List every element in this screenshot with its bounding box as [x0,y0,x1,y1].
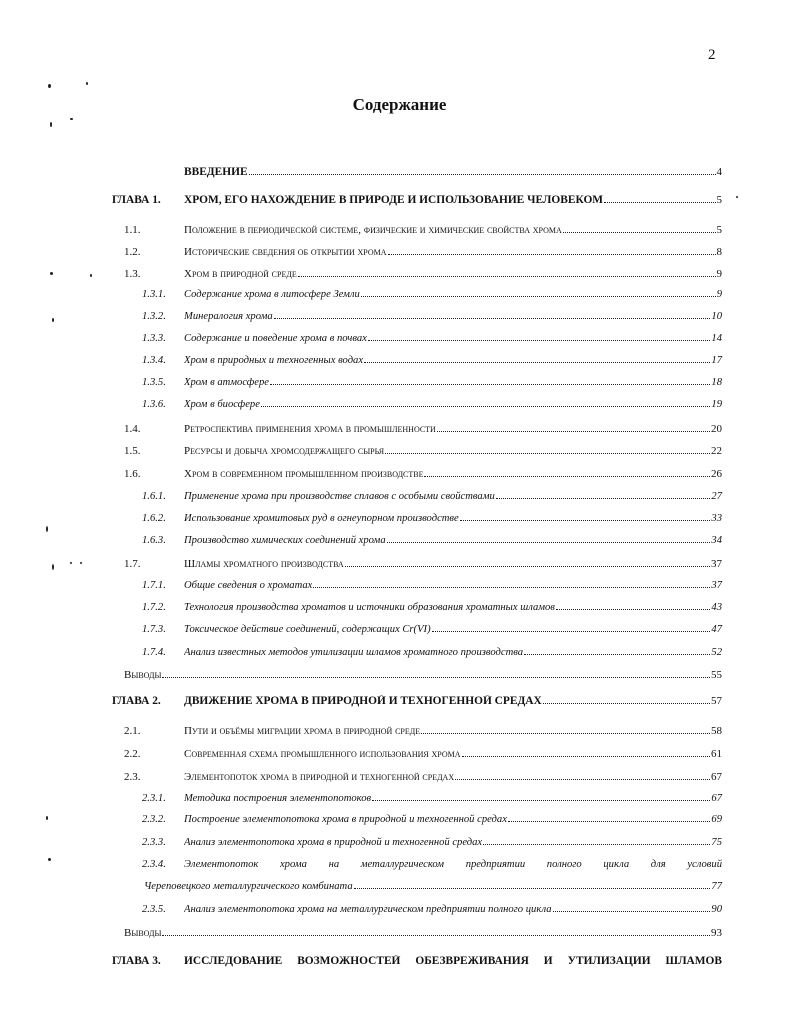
toc-leader-dots [364,362,710,363]
toc-leader-dots [437,431,710,432]
page-number: 2 [708,47,716,63]
toc-leader-dots [421,733,710,734]
toc-entry[interactable] [112,224,722,236]
toc-entry-number: 1.7. [124,558,141,570]
toc-leader-dots [372,800,710,801]
toc-entry-title: Содержание хрома в литосфере Земли [184,289,360,300]
toc-entry-title: ДВИЖЕНИЕ ХРОМА В ПРИРОДНОЙ И ТЕХНОГЕННОЙ СРЕДАХ [184,695,542,707]
toc-entry[interactable] [112,535,722,546]
toc-entry-number: 2.3. [124,771,141,783]
scan-speck [50,272,53,275]
toc-entry[interactable] [112,558,722,570]
toc-entry-title: Анализ известных методов утилизации шламов хроматного производства [184,647,524,658]
toc-entry[interactable] [112,647,722,658]
toc-entry-page: 18 [711,377,722,388]
toc-entry-number: 1.7.2. [142,602,166,613]
toc-entry-title: Анализ элементопотока хрома в природной и техногенной средах [184,837,483,848]
toc-entry-number: ГЛАВА 3. [112,955,161,967]
toc-entry-number: 1.5. [124,445,141,457]
toc-entry[interactable] [112,793,722,804]
toc-entry-page: 34 [711,535,722,546]
toc-leader-dots [455,779,710,780]
toc-entry-number: 1.7.1. [142,580,166,591]
toc-entry-number: 1.7.4. [142,647,166,658]
toc-entry-number: 1.3.3. [142,333,166,344]
toc-entry-number: 2.3.4. [142,859,166,870]
toc-entry[interactable] [112,246,722,258]
toc-leader-dots [274,318,711,319]
toc-entry-title: Хром в современном промышленном производстве [184,468,424,480]
toc-entry[interactable] [112,927,722,939]
toc-entry[interactable] [112,399,722,410]
toc-entry-title: Хром в природной среде [184,268,297,280]
toc-entry-title: Анализ элементопотока хрома на металлургическом предприятии полного цикла [184,904,552,915]
toc-entry-title: Хром в атмосфере [184,377,269,388]
toc-entry[interactable] [112,580,722,591]
toc-leader-dots [556,609,711,610]
toc-entry-page: 43 [711,602,722,613]
toc-leader-dots [496,498,711,499]
toc-entry-title: Минералогия хрома [184,311,273,322]
toc-entry[interactable] [112,333,722,344]
toc-entry-number: 2.3.5. [142,904,166,915]
toc-entry-number: 2.1. [124,725,141,737]
toc-leader-dots [462,756,710,757]
toc-entry[interactable] [112,289,722,300]
toc-entry-number: 1.6.1. [142,491,166,502]
toc-entry-title: Череповецкого металлургического комбината [144,881,353,892]
scan-speck [48,858,51,861]
toc-entry-number: ГЛАВА 2. [112,695,161,707]
toc-leader-dots [460,520,711,521]
toc-entry-title: Хром в природных и техногенных водах [184,355,364,366]
toc-leader-dots [162,935,710,936]
toc-entry[interactable] [112,748,722,760]
toc-entry-title: Общие сведения о хроматах [184,580,313,591]
scan-speck [90,274,92,277]
toc-entry-number: 1.3.1. [142,289,166,300]
toc-entry-title: Выводы [124,927,162,939]
toc-entry[interactable] [112,445,722,457]
scan-speck [52,564,54,570]
toc-entry-number: 2.2. [124,748,141,760]
toc-entry[interactable] [112,468,722,480]
toc-entry-page: 19 [711,399,722,410]
scan-speck [80,562,82,564]
toc-leader-dots [604,202,715,203]
toc-entry-page: 37 [711,580,722,591]
toc-entry-number: 1.2. [124,246,141,258]
scan-speck [70,562,72,564]
toc-entry[interactable] [112,904,722,915]
toc-entry-page: 10 [711,311,722,322]
toc-entry[interactable] [112,166,722,178]
toc-entry[interactable] [112,955,722,967]
toc-entry[interactable] [112,513,722,524]
toc-entry-page: 90 [711,904,722,915]
toc-leader-dots [563,232,716,233]
toc-leader-dots [354,888,711,889]
toc-leader-dots [432,631,711,632]
toc-entry-number: 1.3. [124,268,141,280]
toc-entry-number: 2.3.1. [142,793,166,804]
toc-entry-page: 22 [711,445,722,457]
scan-speck [70,118,73,120]
toc-entry-page: 8 [716,246,722,258]
scan-speck [50,122,52,127]
toc-entry-page: 52 [711,647,722,658]
toc-entry-page: 27 [711,491,722,502]
scan-speck [46,526,48,532]
toc-entry[interactable] [112,669,722,681]
toc-entry-number: 1.6.2. [142,513,166,524]
toc-entry-title: Использование хромитовых руд в огнеупорном производстве [184,513,459,524]
toc-entry-page: 9 [716,289,722,300]
toc-entry-title: ВВЕДЕНИЕ [184,166,248,178]
toc-leader-dots [483,844,710,845]
toc-entry[interactable] [112,859,722,870]
toc-entry[interactable] [112,377,722,388]
toc-entry-number: 1.3.6. [142,399,166,410]
toc-entry-number: ГЛАВА 1. [112,194,161,206]
toc-entry-page: 14 [711,333,722,344]
toc-leader-dots [385,453,710,454]
toc-entry-title: Содержание и поведение хрома в почвах [184,333,367,344]
toc-entry-page: 55 [711,669,722,681]
toc-entry-title: Применение хрома при производстве сплавов с особыми свойствами [184,491,495,502]
toc-entry-number: 2.3.3. [142,837,166,848]
page-title: Содержание [352,95,447,114]
toc-entry-page: 61 [711,748,722,760]
scan-speck [736,196,738,198]
toc-entry[interactable] [112,602,722,613]
toc-entry-number: 1.3.2. [142,311,166,322]
toc-leader-dots [313,587,710,588]
scan-speck [52,318,54,322]
toc-entry-number: 1.6.3. [142,535,166,546]
toc-entry-number: 1.7.3. [142,624,166,635]
toc-leader-dots [368,340,711,341]
toc-entry-page: 5 [716,194,722,206]
toc-entry-title: Исторические сведения об открытии хрома [184,246,387,258]
toc-entry-title: Технология производства хроматов и источники образования хроматных шламов [184,602,555,613]
toc-entry-page: 17 [711,355,722,366]
toc-entry-page: 69 [711,814,722,825]
toc-entry-page: 9 [716,268,722,280]
toc-entry-page: 67 [711,793,722,804]
toc-leader-dots [553,911,711,912]
toc-entry-page: 20 [711,423,722,435]
toc-entry-page: 75 [711,837,722,848]
toc-entry-title: Ресурсы и добыча хромсодержащего сырья [184,445,385,457]
toc-leader-dots [345,566,710,567]
toc-entry-number: 1.3.4. [142,355,166,366]
toc-entry[interactable] [112,268,722,280]
toc-entry-title: Шламы хроматного производства [184,558,344,570]
toc-entry-number: 2.3.2. [142,814,166,825]
toc-entry-title: Элементопоток хрома на металлургическом предприятии полного цикла для условий [184,859,722,870]
toc-entry[interactable] [112,881,722,892]
toc-leader-dots [162,677,710,678]
toc-leader-dots [298,276,716,277]
toc-entry[interactable] [112,814,722,825]
toc-entry-title: Выводы [124,669,162,681]
toc-entry-page: 33 [711,513,722,524]
toc-entry[interactable] [112,624,722,635]
toc-entry-title: Хром в биосфере [184,399,260,410]
toc-entry[interactable] [112,837,722,848]
toc-entry-number: 1.4. [124,423,141,435]
toc-leader-dots [524,654,710,655]
toc-entry[interactable] [112,194,722,206]
toc-entry-page: 58 [711,725,722,737]
scan-speck [46,816,48,820]
toc-entry-title: Производство химических соединений хрома [184,535,386,546]
toc-leader-dots [388,254,716,255]
toc-entry-number: 1.6. [124,468,141,480]
toc-entry-page: 77 [711,881,722,892]
toc-entry-title: Современная схема промышленного использования хрома [184,748,461,760]
toc-entry-page: 4 [716,166,722,178]
toc-entry-number: 1.3.5. [142,377,166,388]
toc-entry-page: 47 [711,624,722,635]
toc-leader-dots [361,296,716,297]
toc-leader-dots [249,174,716,175]
toc-entry[interactable] [112,311,722,322]
toc-entry-title: Положение в периодической системе, физические и химические свойства хрома [184,224,562,236]
toc-leader-dots [424,476,710,477]
toc-entry-title: ХРОМ, ЕГО НАХОЖДЕНИЕ В ПРИРОДЕ И ИСПОЛЬЗОВАНИЕ ЧЕЛОВЕКОМ [184,194,604,206]
toc-leader-dots [508,821,710,822]
toc-entry-title: Пути и объёмы миграции хрома в природной среде [184,725,421,737]
toc-entry[interactable] [112,423,722,435]
toc-entry-page: 93 [711,927,722,939]
toc-entry[interactable] [112,491,722,502]
toc-entry-page: 57 [711,695,722,707]
scan-speck [86,82,88,85]
toc-entry-page: 5 [716,224,722,236]
toc-leader-dots [543,703,710,704]
toc-entry[interactable] [112,725,722,737]
toc-leader-dots [270,384,710,385]
toc-entry-title: Токсическое действие соединений, содержащих Cr(VI) [184,624,431,635]
toc-entry[interactable] [112,695,722,707]
toc-entry-title: Методика построения элементопотоков [184,793,372,804]
toc-entry-page: 67 [711,771,722,783]
toc-entry[interactable] [112,355,722,366]
toc-entry-number: 1.1. [124,224,141,236]
toc-entry-title: Элементопоток хрома в природной и техногенной средах [184,771,455,783]
toc-leader-dots [261,406,711,407]
toc-entry-title: ИССЛЕДОВАНИЕ ВОЗМОЖНОСТЕЙ ОБЕЗВРЕЖИВАНИЯ И УТИЛИЗАЦИИ ШЛАМОВ [184,955,722,967]
toc-entry-title: Ретроспектива применения хрома в промышленности [184,423,436,435]
toc-entry-title: Построение элементопотока хрома в природной и техногенной средах [184,814,507,825]
toc-leader-dots [387,542,711,543]
toc-entry[interactable] [112,771,722,783]
toc-entry-page: 37 [711,558,722,570]
toc-entry-page: 26 [711,468,722,480]
scan-speck [48,84,51,88]
